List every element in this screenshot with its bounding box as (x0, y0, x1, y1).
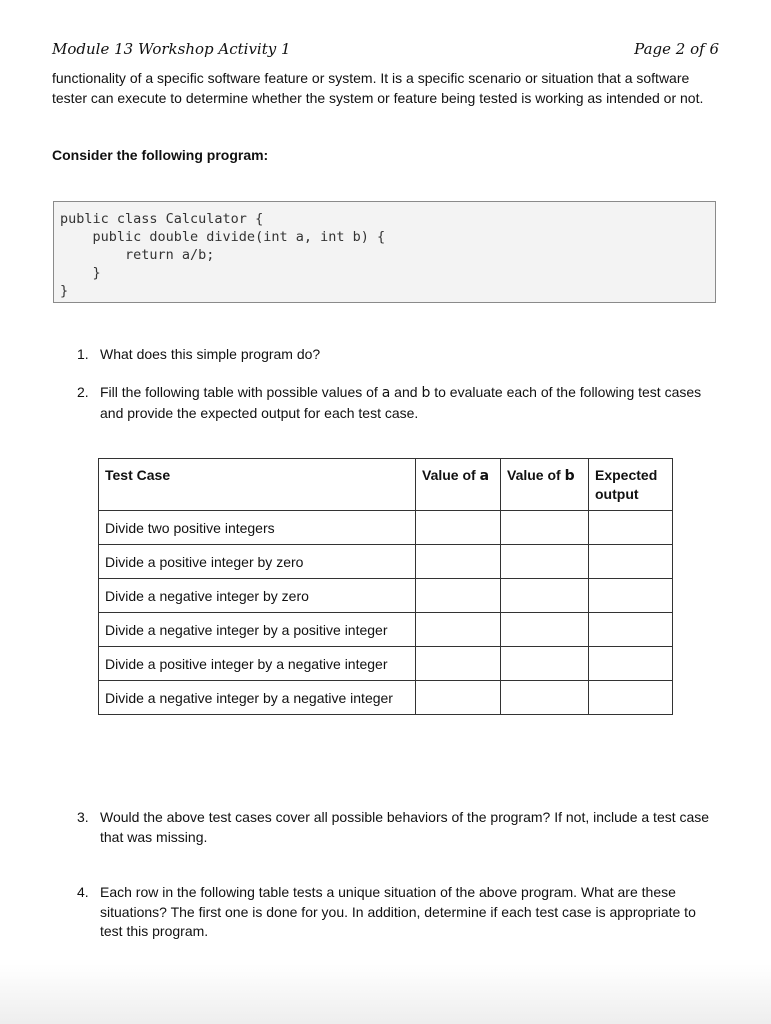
header-expected-output: Expected output (589, 459, 673, 511)
value-b-input[interactable] (501, 613, 589, 647)
expected-output-input[interactable] (589, 511, 673, 545)
question-text: What does this simple program do? (100, 346, 321, 362)
question-text-part: and (390, 384, 422, 400)
question-text: Would the above test cases cover all possible behaviors of the program? If not, include a test case that was missing. (100, 809, 710, 845)
page-number: Page 2 of 6 (634, 40, 719, 58)
code-line: return a/b; (60, 247, 215, 263)
question-text (100, 383, 710, 423)
page-bottom-shade (0, 964, 771, 1024)
code-line: public class Calculator { (60, 211, 264, 227)
value-a-input[interactable] (416, 681, 501, 715)
header-test-case: Test Case (99, 459, 416, 511)
expected-output-input[interactable] (589, 545, 673, 579)
expected-output-input[interactable] (589, 681, 673, 715)
question-number: 3. (77, 809, 89, 825)
value-a-input[interactable] (416, 545, 501, 579)
table-header-row (99, 459, 673, 511)
table-row (99, 511, 673, 545)
expected-output-input[interactable] (589, 647, 673, 681)
code-line: } (60, 265, 101, 281)
variable-a: a (381, 385, 391, 401)
code-block (53, 201, 716, 303)
value-a-input[interactable] (416, 647, 501, 681)
test-case-cell: Divide two positive integers (99, 511, 416, 545)
header-value-b: Value of b (501, 459, 589, 511)
question-text-part: Fill the following table with possible values of (100, 384, 382, 400)
table-row (99, 681, 673, 715)
table-row (99, 579, 673, 613)
page-header-title: Module 13 Workshop Activity 1 (52, 40, 291, 58)
table-row (99, 647, 673, 681)
value-b-input[interactable] (501, 545, 589, 579)
question-text-part: to evaluate each of the following test cases and provide the expected output for each test case. (100, 384, 702, 421)
value-b-input[interactable] (501, 579, 589, 613)
test-case-cell: Divide a positive integer by a negative integer (99, 647, 416, 681)
question-text: Each row in the following table tests a unique situation of the above program. What are these situations? The first one is done for you. In addition, determine if each test case is appropriate to test this program. (100, 884, 696, 939)
value-a-input[interactable] (416, 613, 501, 647)
value-a-input[interactable] (416, 511, 501, 545)
test-case-cell: Divide a positive integer by zero (99, 545, 416, 579)
consider-heading: Consider the following program: (52, 147, 269, 163)
table-row (99, 613, 673, 647)
value-a-input[interactable] (416, 579, 501, 613)
expected-output-input[interactable] (589, 579, 673, 613)
test-case-cell: Divide a negative integer by a negative integer (99, 681, 416, 715)
table-row (99, 545, 673, 579)
expected-output-input[interactable] (589, 613, 673, 647)
value-b-input[interactable] (501, 511, 589, 545)
question-number: 1. (77, 346, 89, 362)
value-b-input[interactable] (501, 647, 589, 681)
variable-b: b (421, 385, 431, 401)
value-b-input[interactable] (501, 681, 589, 715)
test-case-table (98, 458, 673, 715)
test-case-cell: Divide a negative integer by zero (99, 579, 416, 613)
question-number: 2. (77, 384, 89, 400)
intro-paragraph: functionality of a specific software feature or system. It is a specific scenario or situation that a software tester can execute to determine whether the system or feature being tested is working as intended or not. (52, 70, 704, 106)
question-number: 4. (77, 884, 89, 900)
code-line: public double divide(int a, int b) { (60, 229, 386, 245)
code-line: } (60, 283, 69, 299)
test-case-cell: Divide a negative integer by a positive integer (99, 613, 416, 647)
header-value-a: Value of a (416, 459, 501, 511)
